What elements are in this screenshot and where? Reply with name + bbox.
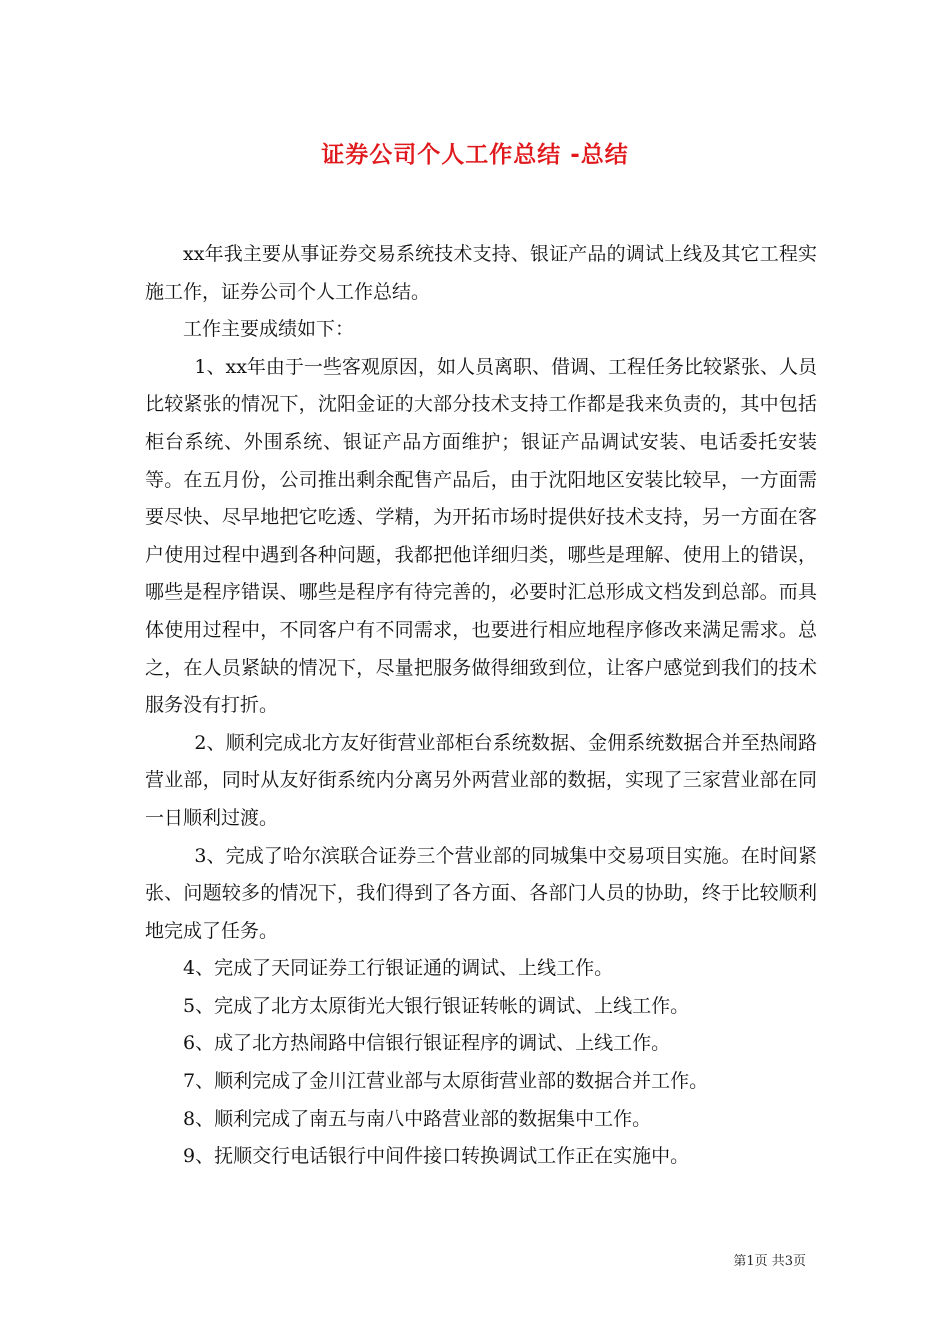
- list-item: 9、抚顺交行电话银行中间件接口转换调试工作正在实施中。: [183, 1145, 690, 1168]
- list-item: 1、xx年由于一些客观原因，如人员离职、借调、工程任务比较紧张、人员比较紧张的情况下，沈阳金证的大部分技术支持工作都是我来负责的，其中包括柜台系统、外围系统、银证产品方面维护；银证产品调试安装、电话委托安装等。在五月份，公司推出剩余配售产品后，由于沈阳地区安装比较早，一方面需要尽快、尽早地把它吃透、学精，为开拓市场时提供好技术支持，另一方面在客户使用过程中遇到各种问题，我都把他详细归类，哪些是理解、使用上的错误，哪些是程序错误、哪些是程序有待完善的，必要时汇总形成文档发到总部。而具体使用过程中，不同客户有不同需求，也要进行相应地程序修改来满足需求。总之，在人员紧缺的情况下，尽量把服务做得细致到位，让客户感觉到我们的技术服务没有打折。: [145, 355, 817, 717]
- list-item: 5、完成了北方太原街光大银行银证转帐的调试、上线工作。: [183, 994, 690, 1017]
- intro-paragraph: xx年我主要从事证券交易系统技术支持、银证产品的调试上线及其它工程实施工作，证券公司个人工作总结。: [145, 243, 817, 303]
- list-item: 2、顺利完成北方友好街营业部柜台系统数据、金佣系统数据合并至热闹路营业部，同时从友好街系统内分离另外两营业部的数据，实现了三家营业部在同一日顺利过渡。: [145, 731, 817, 829]
- list-item: 3、完成了哈尔滨联合证券三个营业部的同城集中交易项目实施。在时间紧张、问题较多的情况下，我们得到了各方面、各部门人员的协助，终于比较顺利地完成了任务。: [145, 844, 817, 942]
- list-item: 8、顺利完成了南五与南八中路营业部的数据集中工作。: [183, 1107, 652, 1130]
- achievements-heading: 工作主要成绩如下：: [183, 318, 355, 341]
- page-number: 第1页 共3页: [733, 1254, 806, 1269]
- list-item: 4、完成了天同证券工行银证通的调试、上线工作。: [183, 957, 614, 980]
- list-item: 6、成了北方热闹路中信银行银证程序的调试、上线工作。: [183, 1032, 671, 1055]
- document-title: 证券公司个人工作总结 -总结: [321, 142, 629, 168]
- document-body: [145, 236, 817, 1176]
- list-item: 7、顺利完成了金川江营业部与太原街营业部的数据合并工作。: [183, 1070, 709, 1093]
